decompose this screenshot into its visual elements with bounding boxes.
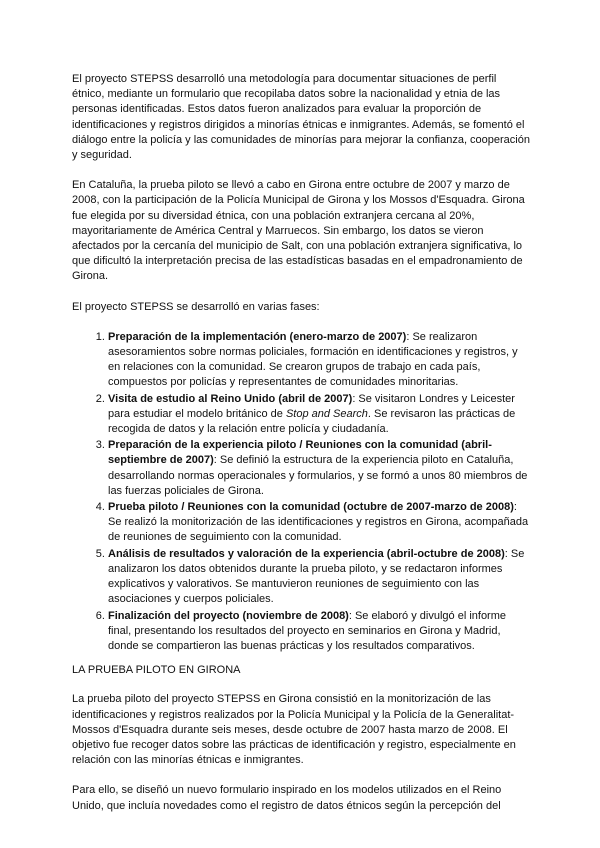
- phase-title: Finalización del proyecto (noviembre de 2008): [108, 609, 349, 622]
- phase-title: Visita de estudio al Reino Unido (abril de 2007): [108, 392, 353, 405]
- catalonia-paragraph: En Cataluña, la prueba piloto se llevó a cabo en Girona entre octubre de 2007 y marzo de 2008, con la participación de la Policía Municipal de Girona y los Mossos d'Esquadra. Girona fue elegida por su diversidad étnica, con una población extranjera cercana al 20%, mayoritariamente de América Central y Marruecos. Sin embargo, los datos se vieron afectados por la cercanía del municipio de Salt, con una población extranjera significativa, lo que dificultó la interpretación precisa de las estadísticas basadas en el empadronamiento de Girona.: [72, 179, 525, 283]
- phase-text: : Se visitaron Londres y Leicester para estudiar el modelo británico de: [108, 392, 515, 420]
- phase-emphasis: Stop and Search: [285, 407, 368, 420]
- phase-title: Preparación de la implementación (enero-marzo de 2007): [108, 330, 407, 343]
- pilot-paragraph: La prueba piloto del proyecto STEPSS en Girona consistió en la monitorización de las identificaciones y registros realizados por la Policía Municipal y la Policía de la Generalitat-Mossos d'Esquadra durante seis meses, desde octubre de 2007 hasta marzo de 2008. El objetivo fue recoger datos sobre las prácticas de identificación y registro, especialmente en relación con las minorías étnicas e inmigrantes.: [72, 693, 516, 767]
- phase-title: Análisis de resultados y valoración de la experiencia (abril-octubre de 2008): [108, 547, 505, 560]
- phase-item: [108, 547, 530, 608]
- phase-text: . Se revisaron las prácticas de recogida de datos y la relación entre policía y ciudadanía.: [108, 407, 516, 436]
- intro-paragraph: El proyecto STEPSS desarrolló una metodología para documentar situaciones de perfil étnico, mediante un formulario que recopilaba datos sobre la nacionalidad y etnia de las personas identificadas. Estos datos fueron analizados para evaluar la proporción de identificaciones y registros dirigidos a minorías étnicas e inmigrantes. Además, se fomentó el diálogo entre la policía y las comunidades de minorías para mejorar la confianza, cooperación y seguridad.: [72, 73, 530, 162]
- phase-item: [108, 609, 530, 655]
- phase-text: : Se analizaron los datos obtenidos durante la prueba piloto, y se redactaron informes explicativos y valorativos. Se mantuvieron reuniones de seguimiento con las asociaciones y cuerpos policiales.: [108, 547, 525, 606]
- document-page: [72, 72, 530, 829]
- phase-text: : Se definió la estructura de la experiencia piloto en Cataluña, desarrollando normas operacionales y formularios, y se formó a unos 80 miembros de las fuerzas policiales de Girona.: [108, 454, 528, 497]
- phase-item: [108, 330, 530, 391]
- phase-text: : Se realizó la monitorización de las identificaciones y registros en Girona, acompañada de reuniones de seguimiento con la comunidad.: [108, 501, 529, 544]
- phase-item: [108, 392, 530, 438]
- section-heading: LA PRUEBA PILOTO EN GIRONA: [72, 664, 241, 677]
- phase-title: Prueba piloto / Reuniones con la comunidad (octubre de 2007-marzo de 2008): [108, 501, 514, 514]
- phase-text: : Se elaboró y divulgó el informe final, presentando los resultados del proyecto en seminarios en Girona y Madrid, donde se compartieron las buenas prácticas y los resultados comparativos.: [108, 609, 507, 652]
- form-paragraph: Para ello, se diseñó un nuevo formulario inspirado en los modelos utilizados en el Reino Unido, que incluía novedades como el registro de datos étnicos según la percepción del: [72, 784, 502, 812]
- phase-item: [108, 438, 530, 499]
- phase-text: : Se realizaron asesoramientos sobre normas policiales, formación en identificaciones y registros, y en relaciones con la comunidad. Se crearon grupos de trabajo en cada país, compuestos por policías y representantes de comunidades minoritarias.: [108, 330, 518, 389]
- phases-list: [72, 330, 530, 654]
- phase-item: [108, 500, 530, 546]
- phases-intro-paragraph: El proyecto STEPSS se desarrolló en varias fases:: [72, 300, 320, 313]
- phase-title: Preparación de la experiencia piloto / Reuniones con la comunidad (abril-septiembre de 2007): [108, 439, 492, 467]
